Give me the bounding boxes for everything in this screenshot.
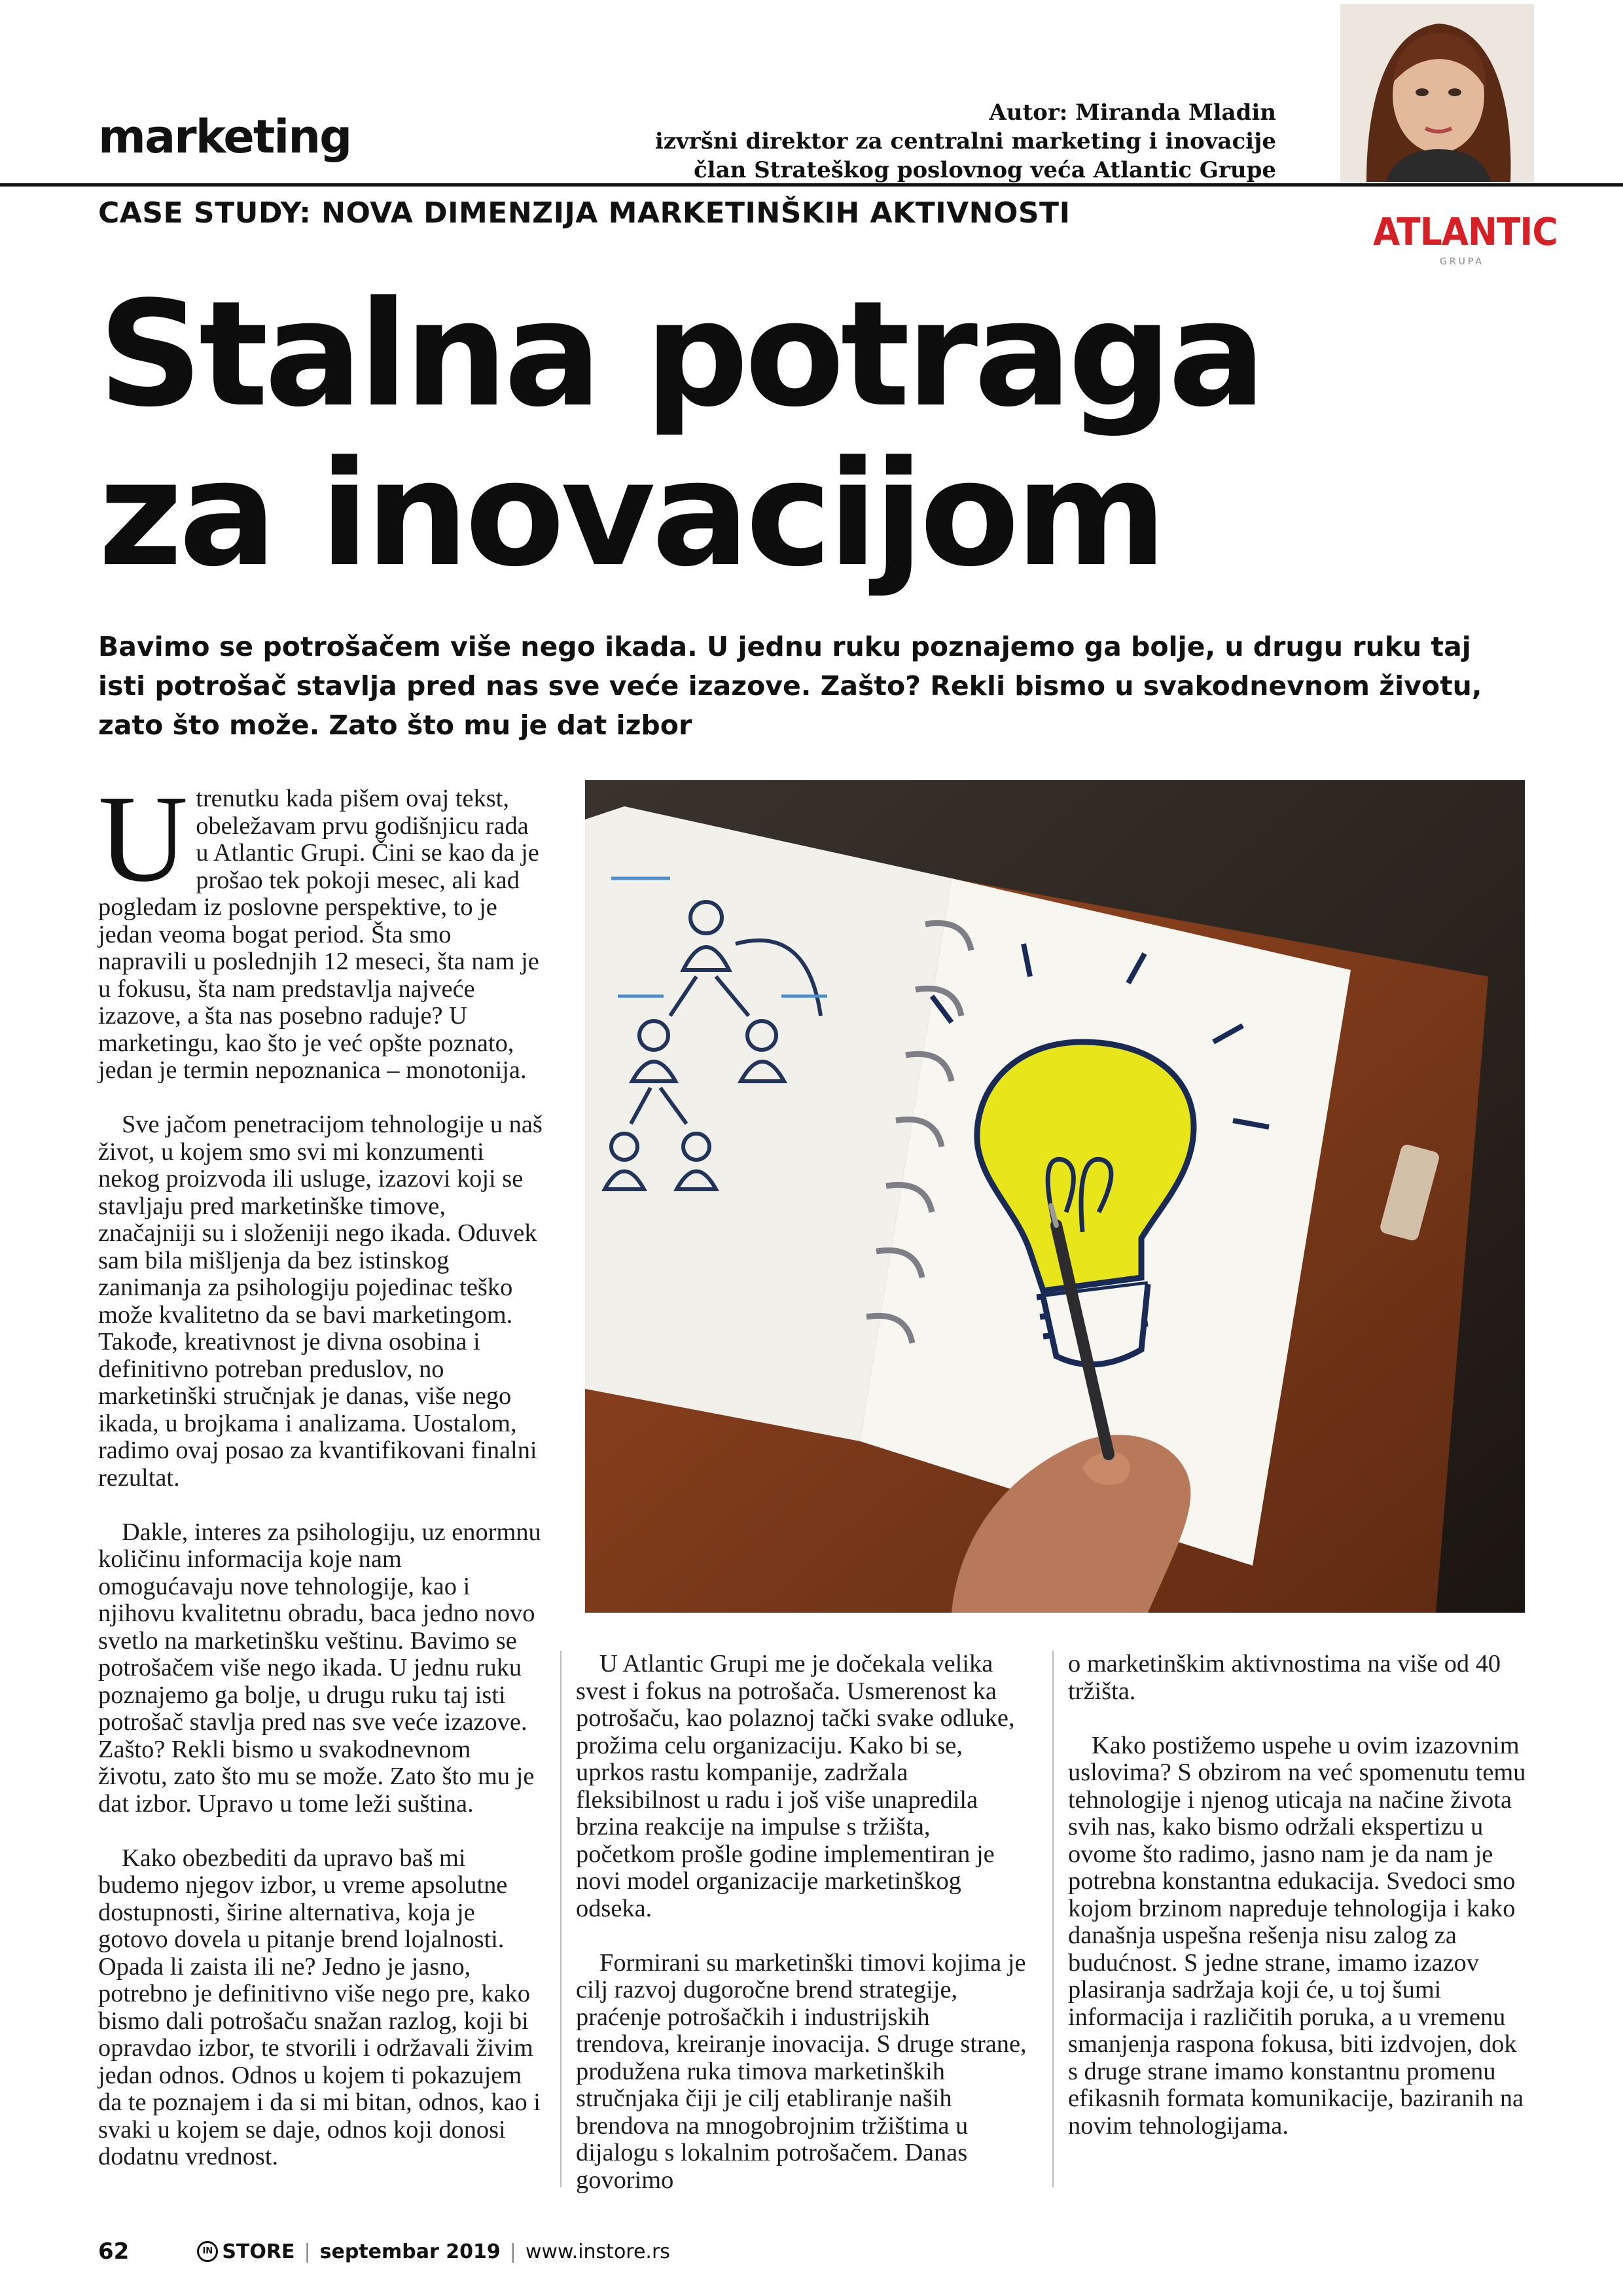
paragraph: Kako obezbediti da upravo baš mi budemo njegov izbor, u vreme apsolutne dostupnosti, širine alternativa, koja je gotovo dovela u pitanje brend lojalnosti. Opada li zaista ili ne? Jedno je jasno, potrebno je definitivno više nego pre, kako bismo dali potrošaču snažan razlog, koji bi opravdao izbor, te stvorili i održavali živim jedan odnos. Odnos u kojem ti pokazujem da te poznajem i da si mi bitan, odnos, kao i svaki u kojem se daje, odnos koji donosi dodatnu vrednost. [98, 1844, 541, 2170]
footer-separator: | [509, 2240, 516, 2263]
instore-logo [197, 2240, 294, 2263]
footer-separator: | [304, 2240, 311, 2263]
author-portrait-image [1340, 4, 1534, 182]
paragraph: Sve jačom penetracijom tehnologije u naš život, u kojem smo svi mi konzumenti nekog proizvoda ili usluge, izazovi koji se stavljaju pred marketinške timove, značajniji su i složeniji nego ikada. Oduvek sam bila mišljenja da bez istinskog zanimanja za psihologiju pojedinac teško može kvalitetno da se bavi marketingom. Takođe, kreativnost je divna osobina i definitivno potreban preduslov, no marketinški stručnjak je danas, više nego ikada, u brojkama i analizama. Uostalom, radimo ovaj posao za kvantifikovani finalni rezultat. [98, 1111, 543, 1492]
magazine-name: STORE [222, 2240, 295, 2263]
paragraph: Kako postižemo uspehe u ovim izazovnim uslovima? S obzirom na već spomenutu temu tehnologije i njenog uticaja na načine života svih nas, kako bismo održali ekspertizu u ovome što radimo, jasno nam je da nam je potrebna konstantna edukacija. Svedoci smo kojom brzinom napreduje tehnologija i kako današnja uspešna rešenja nisu zalog za budućnost. S jedne strane, imamo izazov plasiranja sadržaja koji će, u toj šumi informacija i različitih poruka, a u vremenu smanjenja raspona fokusa, biti izdvojen, dok s druge strane imamo konstantnu promenu efikasnih formata komunikacije, baziranih na novim tehnologijama. [1068, 1731, 1526, 2140]
paragraph: Dakle, interes za psihologiju, uz enormnu količinu informacija koje nam omogućavaju nove tehnologije, kao i njihovu kvalitetnu obradu, baca jedno novo svetlo na marketinšku veštinu. Bavimo se potrošačem više nego ikada. U jednu ruku poznajemo ga bolje, u drugu ruku taj isti potrošač stavlja pred nas sve veće izazove. Zašto? Rekli bismo u svakodnevnom životu, zato što mu se može. Zato što mu je dat izbor. Upravo u tome leži suština. [98, 1518, 541, 1818]
body-column-2 [576, 1651, 1027, 2221]
paragraph-text: trenutku kada pišem ovaj tekst, obeležavam prvu godišnjicu rada u Atlantic Grupi. Čini se kao da je prošao tek pokoji mesec, ali kad pogledam iz poslovne perspektive, to je jedan veoma bogat period. Šta smo napravili u poslednjih 12 meseci, šta nam je u fokusu, šta nam predstavlja najveće izazove, a šta nas posebno raduje? U marketingu, kao što je već opšte poznato, jedan je termin nepoznanica – monotonija. [98, 785, 539, 1084]
body-column-3 [1068, 1651, 1526, 2167]
header-divider [0, 183, 1623, 187]
section-label: marketing [98, 110, 351, 164]
article-photo [585, 780, 1525, 1613]
article-lead: Bavimo se potrošačem više nego ikada. U jednu ruku poznajemo ga bolje, u drugu ruku taj isti potrošač stavlja pred nas sve veće izazove. Zašto? Rekli bismo u svakodnevnom životu, zato što može. Zato što mu je dat izbor [98, 631, 1482, 741]
atlantic-logo-sub: GRUPA [1440, 257, 1484, 267]
author-title: izvršni direktor za centralni marketing i inovacije [654, 128, 1276, 154]
atlantic-logo: ATLANTIC [1373, 209, 1558, 254]
paragraph: o marketinškim aktivnostima na više od 40 tržišta. [1068, 1650, 1501, 1705]
body-column-1 [98, 770, 543, 2198]
in-badge-icon: IN [197, 2241, 218, 2262]
page-footer [98, 2238, 670, 2265]
paragraph [98, 770, 543, 1085]
issue-date: septembar 2019 [319, 2240, 501, 2263]
headline-line-1: Stalna potraga [98, 270, 1262, 439]
drop-cap: U [98, 770, 188, 908]
paragraph: Formirani su marketinški timovi kojima je cilj razvoj dugoročne brend strategije, praćenje potrošačkih i industrijskih trendova, kreiranje inovacija. S druge strane, produžena ruka timova marketinških stručnjaka čiji je cilj etabliranje naših brendova na mnogobrojnim tržištima u dijalogu s lokalnim potrošačem. Danas govorimo [576, 1948, 1027, 2194]
paragraph: U Atlantic Grupi me je dočekala velika svest i fokus na potrošača. Usmerenost ka potrošaču, kao polaznoj tački svake odluke, prožima celu organizaciju. Kako bi se, uprkos rastu kompanije, zadržala fleksibilnost u radu i još više unapredila brzina reakcije na impulse s tržišta, početkom prošle godine implementiran je novi model organizacije marketinškog odseka. [576, 1650, 1015, 1922]
page-number: 62 [98, 2238, 130, 2265]
author-byline [655, 98, 1276, 185]
author-name: Autor: Miranda Mladin [989, 99, 1276, 126]
notebook-lightbulb-illustration [585, 780, 1525, 1613]
author-portrait [1340, 4, 1534, 182]
article-kicker: CASE STUDY: NOVA DIMENZIJA MARKETINŠKIH AKTIVNOSTI [98, 196, 1071, 230]
article-headline [98, 270, 1407, 599]
author-role: član Strateškog poslovnog veća Atlantic Grupe [693, 157, 1276, 183]
headline-line-2: za inovacijom [98, 430, 1164, 599]
magazine-url[interactable]: www.instore.rs [525, 2240, 670, 2263]
